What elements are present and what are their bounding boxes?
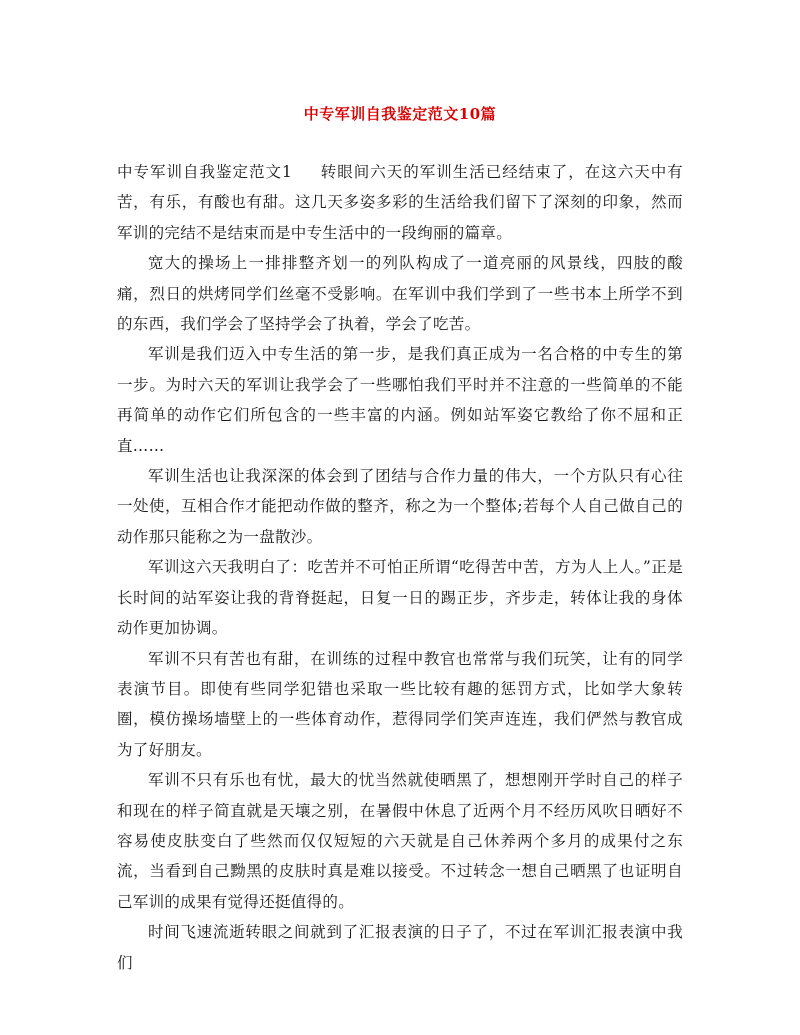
paragraph-3: 军训是我们迈入中专生活的第一步，是我们真正成为一名合格的中专生的第一步。为时六天的军训让我学会了一些哪怕我们平时并不注意的一些简单的不能再简单的动作它们所包含的一些丰富的内涵。例如站军姿它教给了你不屈和正直…… bbox=[117, 345, 683, 455]
paragraph-4: 军训生活也让我深深的体会到了团结与合作力量的伟大，一个方队只有心往一处使，互相合作才能把动作做的整齐，称之为一个整体;若每个人自己做自己的动作那只能称之为一盘散沙。 bbox=[117, 467, 683, 546]
paragraph-8: 时间飞速流逝转眼之间就到了汇报表演的日子了，不过在军训汇报表演中我们 bbox=[117, 923, 683, 972]
paragraph-1 bbox=[117, 157, 683, 248]
paragraph-2: 宽大的操场上一排排整齐划一的列队构成了一道亮丽的风景线，四肢的酸痛，烈日的烘烤同学们丝毫不受影响。在军训中我们学到了一些书本上所学不到的东西，我们学会了坚持学会了执着，学会了吃苦。 bbox=[117, 254, 683, 334]
paragraph-1-text: 转眼间六天的军训生活已经结束了，在这六天中有苦，有乐，有酸也有甜。这几天多姿多彩的生活给我们留下了深刻的印象，然而军训的完结不是结束而是中专生活中的一段绚丽的篇章。 bbox=[117, 163, 683, 242]
paragraph-5: 军训这六天我明白了：吃苦并不可怕正所谓“吃得苦中苦，方为人上人。”正是长时间的站军姿让我的背脊挺起，日复一日的踢正步，齐步走，转体让我的身体动作更加协调。 bbox=[117, 558, 683, 638]
document-body bbox=[117, 157, 683, 978]
paragraph-6: 军训不只有苦也有甜，在训练的过程中教官也常常与我们玩笑，让有的同学表演节目。即使有些同学犯错也采取一些比较有趣的惩罚方式，比如学大象转圈，模仿操场墙壁上的一些体育动作，惹得同学们笑声连连，我们俨然与教官成为了好朋友。 bbox=[117, 649, 683, 759]
document-title: 中专军训自我鉴定范文10篇 bbox=[303, 105, 497, 123]
section-label: 中专军训自我鉴定范文1 bbox=[117, 163, 293, 181]
paragraph-7: 军训不只有乐也有忧，最大的忧当然就使晒黑了，想想刚开学时自己的样子和现在的样子简直就是天壤之别，在暑假中休息了近两个月不经历风吹日晒好不容易使皮肤变白了些然而仅仅短短的六天就是自己休养两个多月的成果付之东流，当看到自己黝黑的皮肤时真是难以接受。不过转念一想自己晒黑了也证明自己军训的成果有觉得还挺值得的。 bbox=[117, 771, 683, 911]
